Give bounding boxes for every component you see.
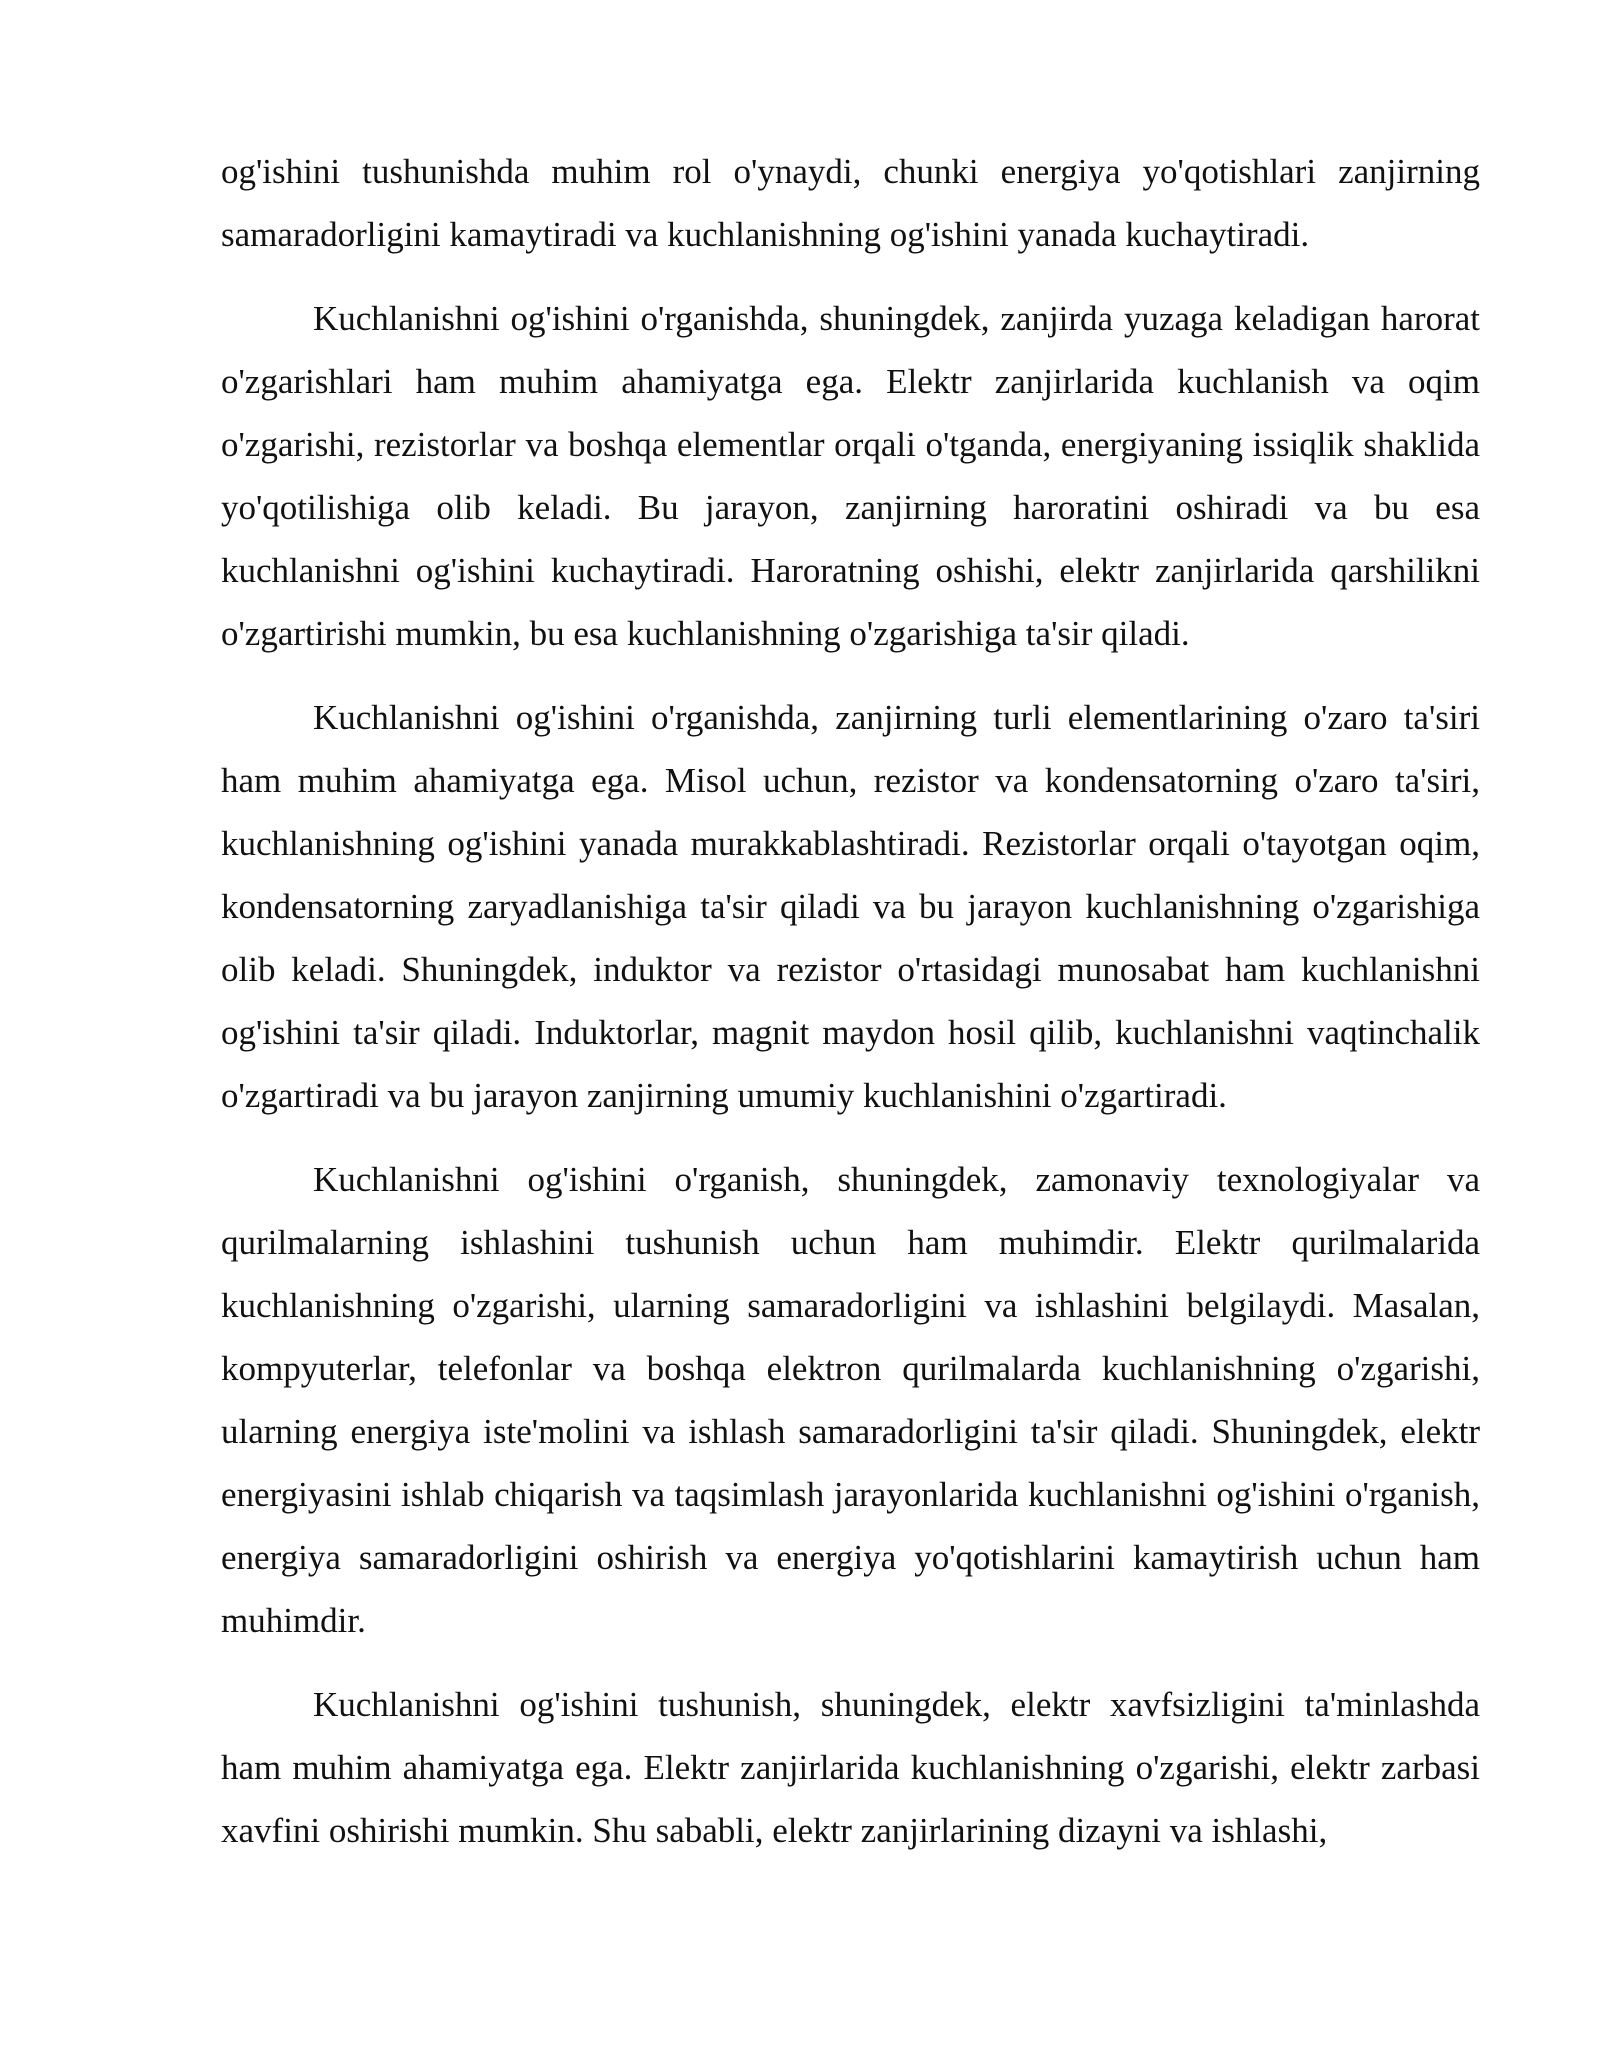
paragraph-electrical-safety: Kuchlanishni og'ishini tushunish, shuningdek, elektr xavfsizligini ta'minlashda ham muhim ahamiyatga ega. Elektr zanjirlarida kuchlanishning o'zgarishi, elektr zarbasi xavfini oshirishi mumkin. Shu sababli, elektr zanjirlarining dizayni va ishlashi, (221, 1685, 1480, 1850)
paragraph-temperature: Kuchlanishni og'ishini o'rganishda, shuningdek, zanjirda yuzaga keladigan harorat o'zgarishlari ham muhim ahamiyatga ega. Elektr zanjirlarida kuchlanish va oqim o'zgarishi, rezistorlar va boshqa elementlar orqali o'tganda, energiyaning issiqlik shaklida yo'qotilishiga olib keladi. Bu jarayon, zanjirning haroratini oshiradi va bu esa kuchlanishni og'ishini kuchaytiradi. Haroratning oshishi, elektr zanjirlarida qarshilikni o'zgartirishi mumkin, bu esa kuchlanishning o'zgarishiga ta'sir qiladi. (221, 299, 1480, 653)
document-page (221, 140, 1480, 1883)
paragraph-element-interaction: Kuchlanishni og'ishini o'rganishda, zanjirning turli elementlarining o'zaro ta'siri ham muhim ahamiyatga ega. Misol uchun, rezistor va kondensatorning o'zaro ta'siri, kuchlanishning og'ishini yanada murakkablashtiradi. Rezistorlar orqali o'tayotgan oqim, kondensatorning zaryadlanishiga ta'sir qiladi va bu jarayon kuchlanishning o'zgarishiga olib keladi. Shuningdek, induktor va rezistor o'rtasidagi munosabat ham kuchlanishni og'ishini ta'sir qiladi. Induktorlar, magnit maydon hosil qilib, kuchlanishni vaqtinchalik o'zgartiradi va bu jarayon zanjirning umumiy kuchlanishini o'zgartiradi. (221, 698, 1480, 1115)
paragraph-modern-technology: Kuchlanishni og'ishini o'rganish, shuningdek, zamonaviy texnologiyalar va qurilmalarning ishlashini tushunish uchun ham muhimdir. Elektr qurilmalarida kuchlanishning o'zgarishi, ularning samaradorligini va ishlashini belgilaydi. Masalan, kompyuterlar, telefonlar va boshqa elektron qurilmalarda kuchlanishning o'zgarishi, ularning energiya iste'molini va ishlash samaradorligini ta'sir qiladi. Shuningdek, elektr energiyasini ishlab chiqarish va taqsimlash jarayonlarida kuchlanishni og'ishini o'rganish, energiya samaradorligini oshirish va energiya yo'qotishlarini kamaytirish uchun ham muhimdir. (221, 1160, 1480, 1640)
paragraph-continued: og'ishini tushunishda muhim rol o'ynaydi, chunki energiya yo'qotishlari zanjirning samaradorligini kamaytiradi va kuchlanishning og'ishini yanada kuchaytiradi. (221, 152, 1480, 254)
